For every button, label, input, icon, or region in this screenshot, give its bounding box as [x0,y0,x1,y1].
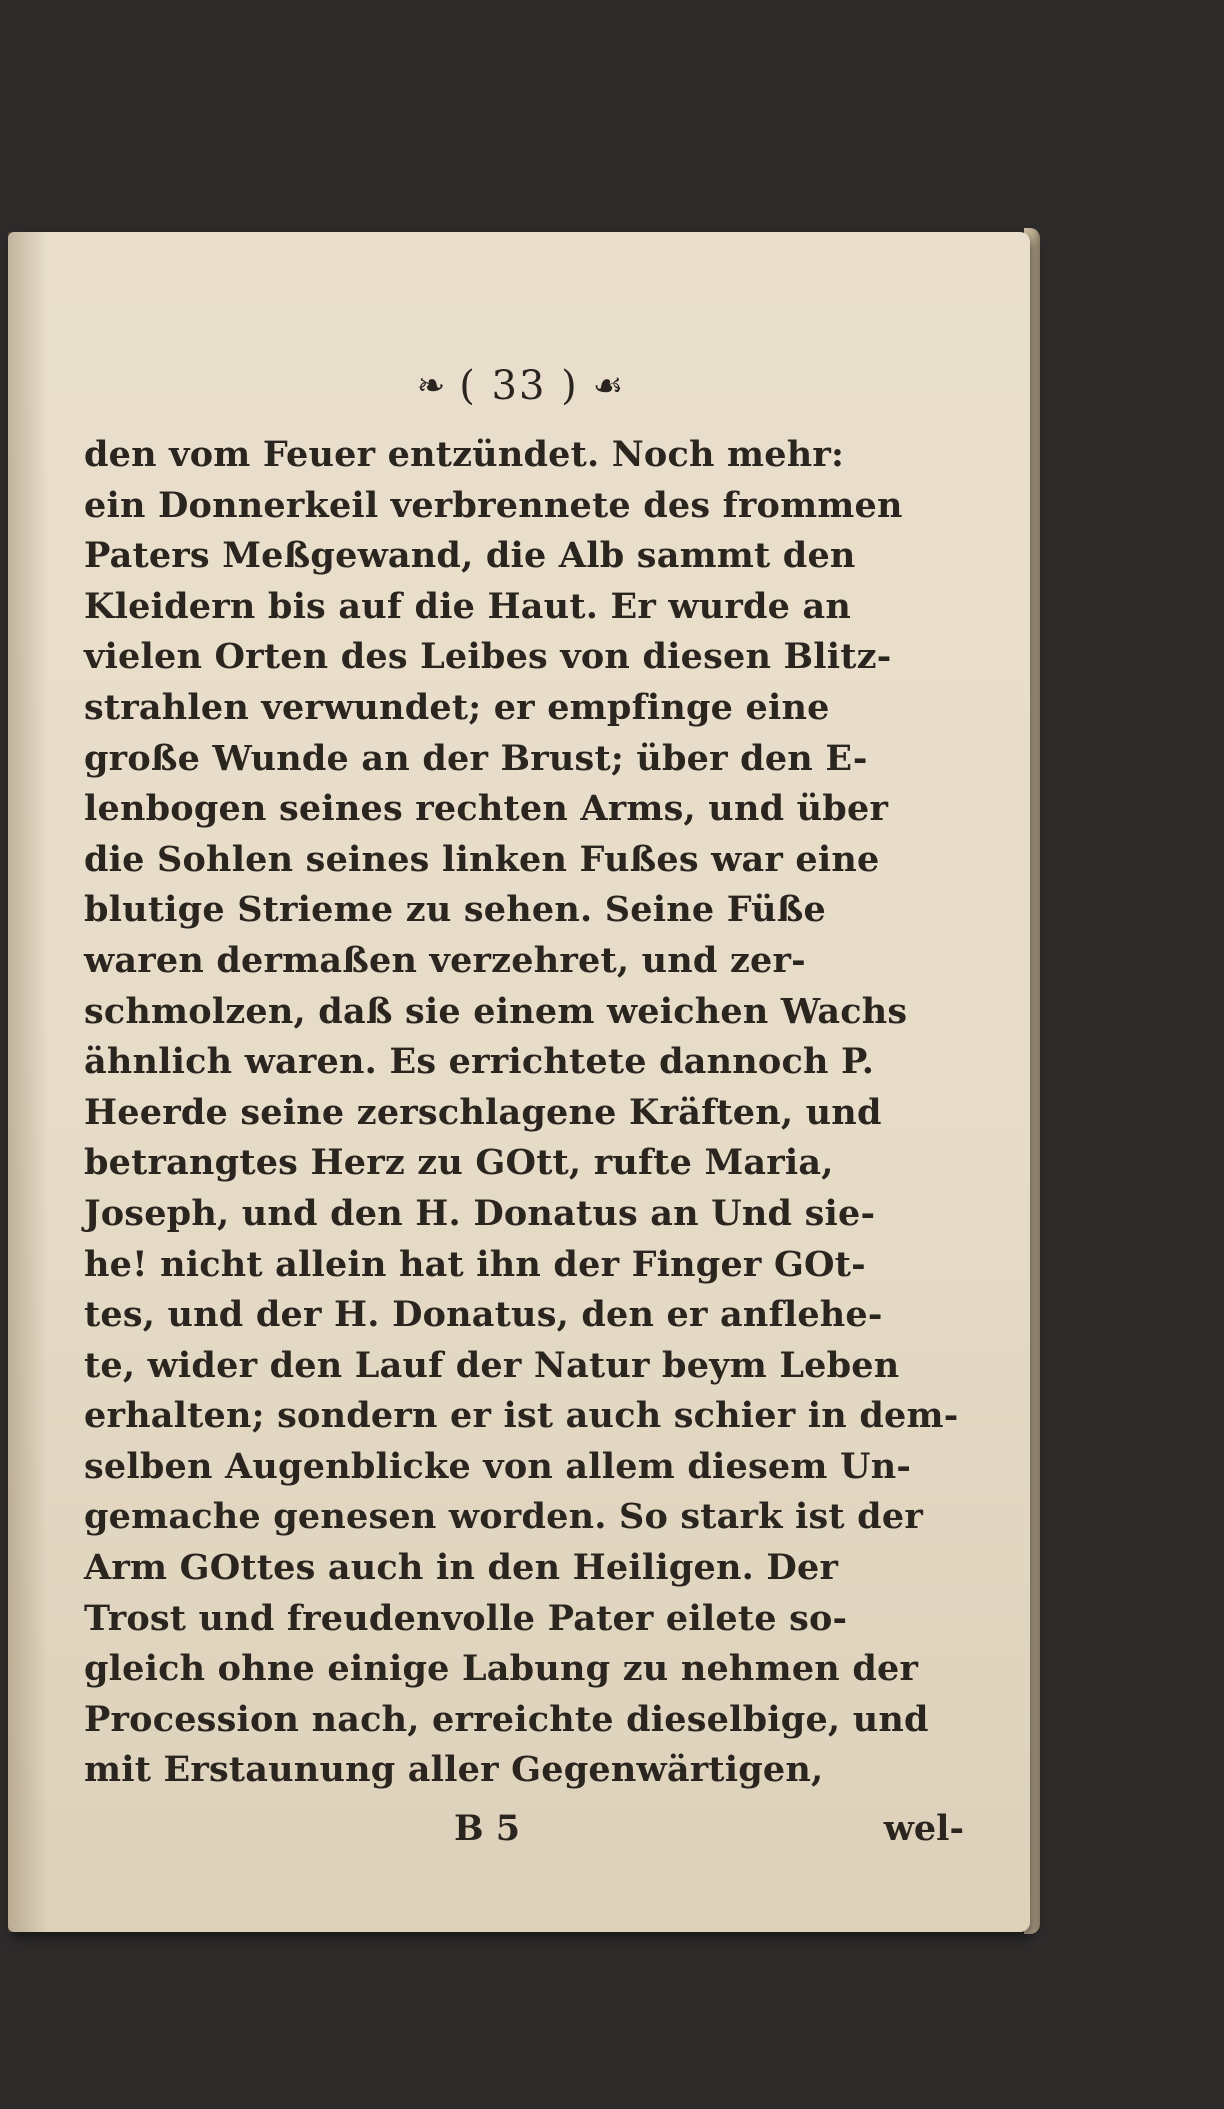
text-line: erhalten; sondern er ist auch schier in dem- [84,1395,959,1437]
text-line: selben Augenblicke von allem diesem Un- [84,1445,912,1487]
text-line: Paters Meßgewand, die Alb sammt den [84,535,856,577]
text-line: die Sohlen seines linken Fußes war eine [84,838,880,880]
left-ornament-icon: ❧ [416,366,446,406]
signature-mark: B 5 [454,1808,521,1849]
text-line: he! nicht allein hat ihn der Finger GOt- [84,1243,866,1285]
text-line: mit Erstaunung aller Gegenwärtigen, [84,1749,824,1791]
text-line: Joseph, und den H. Donatus an Und sie- [84,1192,876,1234]
page-header [340,358,700,414]
binding-shadow [8,232,48,1932]
text-line: Procession nach, erreichte dieselbige, und [84,1698,929,1740]
text-line: strahlen verwundet; er empfinge eine [84,686,830,728]
body-text [84,430,964,1796]
text-line: vielen Orten des Leibes von diesen Blitz- [84,636,892,678]
text-line: gleich ohne einige Labung zu nehmen der [84,1648,919,1690]
text-line: te, wider den Lauf der Natur beym Leben [84,1344,900,1386]
right-ornament-icon: ☙ [592,366,624,406]
text-line: ähnlich waren. Es errichtete dannoch P. [84,1041,875,1083]
text-line: den vom Feuer entzündet. Noch mehr: [84,434,845,475]
text-line: blutige Strieme zu sehen. Seine Füße [84,889,827,931]
page-footer [84,1808,964,1864]
text-line: Arm GOttes auch in den Heiligen. Der [84,1547,839,1589]
text-line: lenbogen seines rechten Arms, und über [84,788,889,830]
text-line: tes, und der H. Donatus, den er anflehe- [84,1294,883,1336]
text-line: betrangtes Herz zu GOtt, rufte Maria, [84,1142,834,1184]
text-line: ein Donnerkeil verbrennete des frommen [84,484,903,526]
text-line: große Wunde an der Brust; über den E- [84,737,868,779]
catchword: wel- [883,1808,964,1849]
text-line: Kleidern bis auf die Haut. Er wurde an [84,585,852,627]
text-line: gemache genesen worden. So stark ist der [84,1496,923,1538]
text-line: Heerde seine zerschlagene Kräften, und [84,1091,882,1133]
page-number: ( 33 ) [459,363,579,409]
text-line: Trost und freudenvolle Pater eilete so- [84,1597,848,1639]
text-line: waren dermaßen verzehret, und zer- [84,939,806,981]
text-line: schmolzen, daß sie einem weichen Wachs [84,990,908,1032]
